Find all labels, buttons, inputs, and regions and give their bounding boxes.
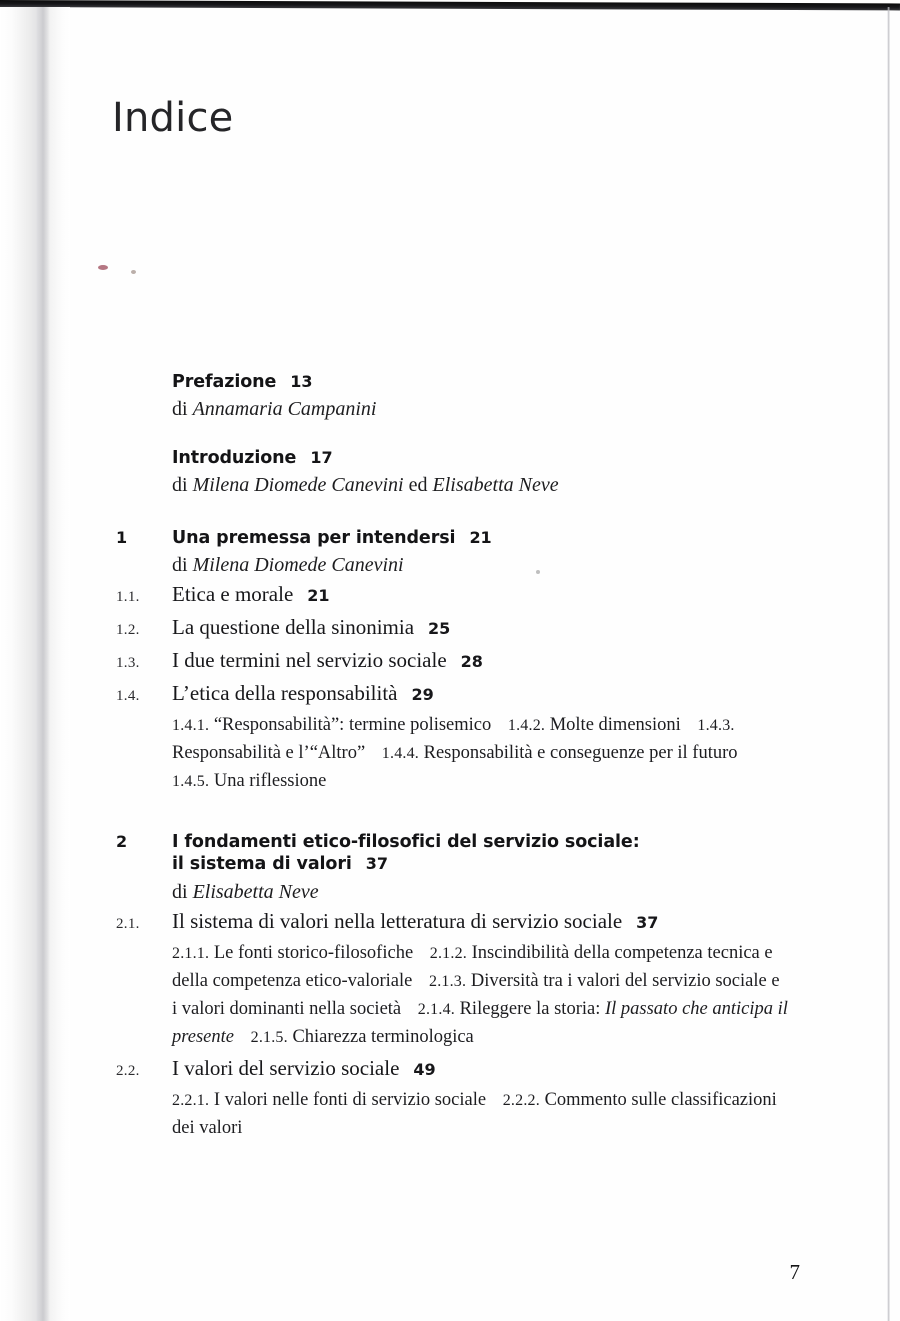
- section-title-text: Etica e morale: [172, 582, 294, 607]
- chapter-page: 37: [365, 854, 388, 874]
- section-number: 2.2.: [116, 1063, 140, 1079]
- toc-section-2-2[interactable]: [0, 1054, 900, 1084]
- toc-section-1-3[interactable]: [0, 646, 900, 676]
- toc-entry-prefazione[interactable]: [0, 372, 900, 421]
- chapter-title: [172, 527, 900, 549]
- chapter-byline: [0, 554, 900, 577]
- byline-author: Elisabetta Neve: [192, 880, 319, 903]
- section-title: [172, 1054, 900, 1084]
- subsection-number: 1.4.3.: [697, 716, 735, 734]
- chapter-title-line-2: il sistema di valori: [172, 854, 352, 875]
- subsection-list-1-4: [0, 711, 900, 795]
- subsection-list-2-2: [0, 1086, 900, 1142]
- section-title-text: La questione della sinonimia: [172, 615, 415, 640]
- section-title-text: Il sistema di valori nella letteratura di servizio sociale: [172, 908, 623, 933]
- toc-entry-page: 17: [310, 448, 333, 467]
- page-folio-number: 7: [789, 1260, 800, 1284]
- section-title-text: I valori del servizio sociale: [172, 1056, 400, 1080]
- section-page: 25: [428, 619, 451, 639]
- chapter-number: 2: [116, 831, 128, 851]
- subsection-text: I valori nelle fonti di servizio sociale: [213, 1089, 487, 1110]
- subsection-number: 2.2.2.: [502, 1091, 540, 1109]
- toc-entry-title: Prefazione: [172, 372, 277, 392]
- subsection-number: 1.4.5.: [172, 772, 210, 790]
- section-number: 2.1.: [116, 915, 140, 932]
- section-page: 28: [460, 652, 483, 672]
- subsection-text: Commento sulle classificazioni dei valori: [172, 1089, 777, 1138]
- toc-section-2-1[interactable]: [0, 907, 900, 937]
- byline-author: Annamaria Campanini: [192, 398, 377, 420]
- subsection-number: 1.4.1.: [172, 716, 210, 734]
- toc-chapter-2[interactable]: [0, 831, 900, 1142]
- chapter-title-line-1: I fondamenti etico-filosofici del servizio sociale:: [172, 831, 640, 852]
- section-number: 1.3.: [116, 655, 140, 672]
- section-title: [172, 580, 900, 610]
- byline-author: Elisabetta Neve: [432, 474, 559, 496]
- subsection-text: Molte dimensioni: [549, 714, 681, 735]
- subsection-list-2-1: [0, 939, 900, 1051]
- subsection-text: Inscindibilità della competenza tecnica e della competenza etico-valoriale: [172, 942, 773, 991]
- page-title: Indice: [112, 95, 234, 141]
- section-title: [172, 646, 900, 676]
- section-title: [172, 907, 900, 937]
- subsection-number: 2.1.3.: [429, 972, 467, 990]
- toc-entry-title: Introduzione: [172, 448, 297, 468]
- subsection-text: Responsabilità e l’“Altro”: [172, 742, 366, 763]
- toc-entry-byline: [0, 398, 900, 421]
- byline-prefix: di: [172, 880, 193, 903]
- table-of-contents: [0, 372, 900, 1142]
- section-page: 29: [411, 684, 434, 704]
- subsection-text: “Responsabilità”: termine polisemico: [213, 714, 492, 735]
- byline-prefix: di: [172, 398, 193, 420]
- chapter-title: [172, 831, 900, 876]
- byline-prefix: di: [172, 474, 193, 496]
- section-page: 37: [636, 912, 659, 932]
- byline-author: Milena Diomede Canevini: [192, 554, 404, 577]
- section-number: 1.4.: [116, 687, 140, 704]
- byline-author: Milena Diomede Canevini: [192, 474, 404, 496]
- section-title: [172, 679, 900, 709]
- subsection-number: 2.1.2.: [429, 944, 467, 962]
- section-number: 1.1.: [116, 589, 140, 606]
- chapter-title-line-1: Una premessa per intendersi: [172, 528, 456, 548]
- subsection-number: 1.4.4.: [381, 744, 419, 762]
- section-title-text: I due termini nel servizio sociale: [172, 648, 447, 673]
- chapter-number: 1: [116, 528, 128, 547]
- toc-section-1-4[interactable]: [0, 679, 900, 709]
- toc-section-1-2[interactable]: [0, 613, 900, 643]
- subsection-text: Una riflessione: [213, 770, 327, 791]
- toc-entry-heading: [0, 448, 900, 468]
- subsection-number: 2.1.1.: [172, 944, 210, 962]
- subsection-text: Rileggere la storia:: [459, 998, 605, 1019]
- subsection-text: Chiarezza terminologica: [292, 1026, 474, 1047]
- toc-entry-byline: [0, 474, 900, 497]
- subsection-text: Diversità tra i valori del servizio sociale e i valori dominanti nella società: [172, 970, 780, 1019]
- subsection-italic-title: Il passato che anticipa il presente: [172, 998, 788, 1047]
- subsection-number: 2.1.4.: [417, 1000, 455, 1018]
- toc-chapter-1[interactable]: [0, 527, 900, 795]
- section-number: 1.2.: [116, 622, 140, 639]
- toc-entry-heading: [0, 372, 900, 392]
- subsection-text: Responsabilità e conseguenze per il futuro: [423, 742, 738, 763]
- subsection-number: 2.1.5.: [250, 1028, 288, 1046]
- section-page: 49: [413, 1060, 436, 1079]
- subsection-number: 1.4.2.: [507, 716, 546, 734]
- section-title-text: L’etica della responsabilità: [172, 680, 398, 705]
- chapter-byline: [0, 881, 900, 904]
- byline-conjunction: ed: [403, 474, 433, 496]
- toc-entry-introduzione[interactable]: [0, 448, 900, 497]
- chapter-heading: [0, 831, 900, 876]
- chapter-heading: [0, 527, 900, 549]
- section-page: 21: [307, 586, 330, 606]
- toc-entry-page: 13: [290, 372, 313, 391]
- byline-prefix: di: [172, 554, 193, 577]
- chapter-page: 21: [469, 528, 492, 547]
- subsection-number: 2.2.1.: [172, 1091, 210, 1109]
- subsection-text: Le fonti storico-filosofiche: [213, 942, 414, 963]
- toc-section-1-1[interactable]: [0, 580, 900, 610]
- section-title: [172, 613, 900, 643]
